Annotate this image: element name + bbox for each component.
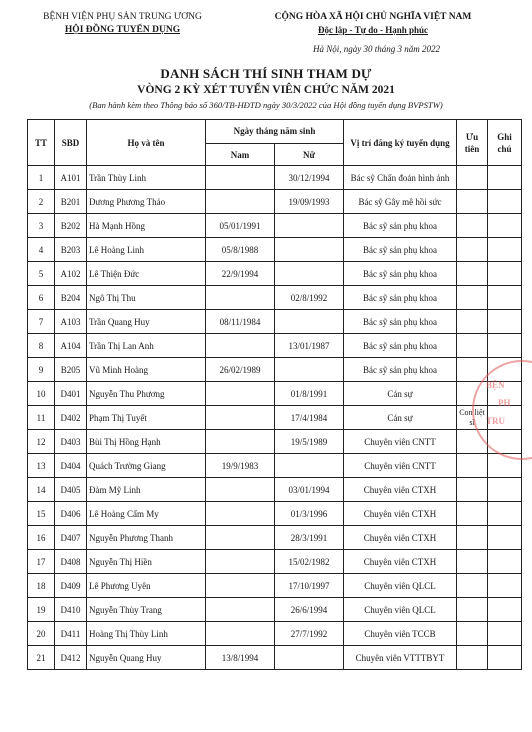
official-stamp: BỆN PH TRU: [472, 360, 532, 460]
cell-name: Lê Thiện Đức: [87, 262, 206, 286]
cell-dob-male: [206, 550, 275, 574]
cell-note: [488, 526, 522, 550]
cell-dob-male: 13/8/1994: [206, 646, 275, 670]
table-row: [28, 574, 522, 598]
cell-position: Bác sỹ sản phụ khoa: [344, 214, 457, 238]
cell-position: Bác sỹ sản phụ khoa: [344, 310, 457, 334]
cell-sbd: D404: [55, 454, 87, 478]
cell-dob-female: 17/10/1997: [275, 574, 344, 598]
cell-position: Bác sỹ Gây mê hồi sức: [344, 190, 457, 214]
cell-tt: 17: [28, 550, 55, 574]
cell-sbd: D409: [55, 574, 87, 598]
cell-tt: 2: [28, 190, 55, 214]
cell-dob-male: [206, 190, 275, 214]
cell-name: Lê Phương Uyên: [87, 574, 206, 598]
table-row: [28, 382, 522, 406]
table-row: [28, 334, 522, 358]
cell-tt: 19: [28, 598, 55, 622]
cell-name: Quách Trường Giang: [87, 454, 206, 478]
page-title: DANH SÁCH THÍ SINH THAM DỰ: [160, 66, 372, 81]
cell-position: Chuyên viên QLCL: [344, 574, 457, 598]
cell-priority: [457, 646, 488, 670]
cell-dob-male: [206, 406, 275, 430]
cell-position: Bác sỹ sản phụ khoa: [344, 358, 457, 382]
cell-dob-female: 28/3/1991: [275, 526, 344, 550]
cell-sbd: D402: [55, 406, 87, 430]
cell-dob-male: [206, 502, 275, 526]
cell-note: [488, 598, 522, 622]
cell-tt: 18: [28, 574, 55, 598]
cell-note: [488, 334, 522, 358]
cell-priority: [457, 334, 488, 358]
page-subtitle: VÒNG 2 KỲ XÉT TUYỂN VIÊN CHỨC NĂM 2021: [137, 84, 395, 96]
cell-sbd: D411: [55, 622, 87, 646]
cell-tt: 12: [28, 430, 55, 454]
cell-name: Dương Phương Thảo: [87, 190, 206, 214]
cell-dob-female: [275, 262, 344, 286]
cell-dob-male: 22/9/1994: [206, 262, 275, 286]
cell-dob-female: 19/09/1993: [275, 190, 344, 214]
cell-sbd: A101: [55, 166, 87, 190]
cell-dob-male: 08/11/1984: [206, 310, 275, 334]
cell-tt: 13: [28, 454, 55, 478]
col-header-name: Họ và tên: [87, 120, 206, 166]
cell-dob-female: [275, 358, 344, 382]
cell-sbd: D407: [55, 526, 87, 550]
cell-note: [488, 502, 522, 526]
cell-tt: 9: [28, 358, 55, 382]
col-header-dob: Ngày tháng năm sinh: [206, 120, 344, 144]
cell-tt: 7: [28, 310, 55, 334]
cell-name: Nguyễn Quang Huy: [87, 646, 206, 670]
cell-sbd: A103: [55, 310, 87, 334]
cell-dob-male: 05/01/1991: [206, 214, 275, 238]
cell-position: Chuyên viên CNTT: [344, 454, 457, 478]
cell-priority: [457, 574, 488, 598]
cell-sbd: D410: [55, 598, 87, 622]
cell-dob-male: [206, 430, 275, 454]
cell-note: [488, 238, 522, 262]
cell-sbd: D408: [55, 550, 87, 574]
cell-note: [488, 646, 522, 670]
cell-dob-female: 15/02/1982: [275, 550, 344, 574]
cell-tt: 8: [28, 334, 55, 358]
cell-tt: 20: [28, 622, 55, 646]
cell-sbd: D406: [55, 502, 87, 526]
cell-tt: 5: [28, 262, 55, 286]
cell-name: Vũ Minh Hoàng: [87, 358, 206, 382]
table-row: [28, 406, 522, 430]
cell-priority: [457, 238, 488, 262]
cell-tt: 14: [28, 478, 55, 502]
cell-position: Chuyên viên CTXH: [344, 526, 457, 550]
cell-position: Bác sỹ sản phụ khoa: [344, 334, 457, 358]
cell-priority: Con liệt sĩ: [457, 406, 488, 430]
table-row: [28, 262, 522, 286]
cell-dob-female: [275, 238, 344, 262]
table-row: [28, 214, 522, 238]
cell-dob-female: 19/5/1989: [275, 430, 344, 454]
cell-position: Bác sỹ sản phụ khoa: [344, 238, 457, 262]
cell-position: Cán sự: [344, 406, 457, 430]
cell-note: [488, 214, 522, 238]
cell-dob-female: 30/12/1994: [275, 166, 344, 190]
cell-priority: [457, 598, 488, 622]
cell-priority: [457, 550, 488, 574]
cell-sbd: B204: [55, 286, 87, 310]
cell-name: Ngô Thị Thu: [87, 286, 206, 310]
cell-note: [488, 262, 522, 286]
cell-sbd: B202: [55, 214, 87, 238]
cell-dob-female: 02/8/1992: [275, 286, 344, 310]
cell-dob-male: [206, 574, 275, 598]
cell-dob-male: 26/02/1989: [206, 358, 275, 382]
country-header: [228, 11, 518, 37]
cell-name: Phạm Thị Tuyết: [87, 406, 206, 430]
cell-name: Nguyễn Thùy Trang: [87, 598, 206, 622]
col-header-priority: Ưu tiên: [457, 120, 488, 166]
cell-dob-female: 13/01/1987: [275, 334, 344, 358]
cell-name: Hoàng Thị Thùy Linh: [87, 622, 206, 646]
cell-dob-male: [206, 166, 275, 190]
cell-tt: 10: [28, 382, 55, 406]
cell-name: Nguyễn Phương Thanh: [87, 526, 206, 550]
cell-dob-male: [206, 526, 275, 550]
table-row: [28, 526, 522, 550]
cell-sbd: D401: [55, 382, 87, 406]
cell-position: Chuyên viên CTXH: [344, 502, 457, 526]
cell-dob-male: [206, 382, 275, 406]
cell-sbd: B205: [55, 358, 87, 382]
cell-dob-male: [206, 286, 275, 310]
cell-position: Chuyên viên CNTT: [344, 430, 457, 454]
country-motto: Độc lập - Tự do - Hạnh phúc: [317, 25, 428, 35]
col-header-male: Nam: [206, 144, 275, 166]
table-row: [28, 550, 522, 574]
cell-tt: 1: [28, 166, 55, 190]
cell-dob-male: [206, 334, 275, 358]
table-row: [28, 622, 522, 646]
cell-dob-female: [275, 454, 344, 478]
candidate-table: [27, 119, 522, 670]
cell-tt: 16: [28, 526, 55, 550]
cell-priority: [457, 166, 488, 190]
page-note: (Ban hành kèm theo Thông báo số 360/TB-HĐTD ngày 30/3/2022 của Hội đồng tuyển dụng BVPSTW): [89, 100, 443, 110]
issue-date: Hà Nội, ngày 30 tháng 3 năm 2022: [313, 44, 440, 54]
cell-dob-male: [206, 598, 275, 622]
cell-priority: [457, 262, 488, 286]
cell-dob-female: [275, 214, 344, 238]
cell-name: Hà Mạnh Hồng: [87, 214, 206, 238]
table-row: [28, 166, 522, 190]
cell-name: Bùi Thị Hồng Hạnh: [87, 430, 206, 454]
cell-priority: [457, 502, 488, 526]
cell-priority: [457, 190, 488, 214]
cell-sbd: B203: [55, 238, 87, 262]
cell-tt: 21: [28, 646, 55, 670]
cell-name: Nguyễn Thu Phương: [87, 382, 206, 406]
cell-dob-male: 19/9/1983: [206, 454, 275, 478]
cell-priority: [457, 454, 488, 478]
cell-dob-female: 27/7/1992: [275, 622, 344, 646]
committee-name: HỘI ĐỒNG TUYỂN DỤNG: [64, 25, 181, 35]
cell-dob-male: 05/8/1988: [206, 238, 275, 262]
org-name: BỆNH VIỆN PHỤ SẢN TRUNG ƯƠNG: [43, 12, 202, 22]
table-row: [28, 190, 522, 214]
cell-name: Trần Quang Huy: [87, 310, 206, 334]
cell-note: [488, 478, 522, 502]
cell-note: [488, 310, 522, 334]
cell-note: [488, 286, 522, 310]
cell-name: Trần Thùy Linh: [87, 166, 206, 190]
cell-name: Trần Thị Lan Anh: [87, 334, 206, 358]
cell-name: Nguyễn Thị Hiền: [87, 550, 206, 574]
cell-priority: [457, 478, 488, 502]
cell-tt: 4: [28, 238, 55, 262]
cell-note: [488, 574, 522, 598]
cell-dob-female: 01/3/1996: [275, 502, 344, 526]
table-row: [28, 598, 522, 622]
cell-sbd: B201: [55, 190, 87, 214]
cell-position: Chuyên viên VTTTBYT: [344, 646, 457, 670]
cell-priority: [457, 310, 488, 334]
table-row: [28, 430, 522, 454]
cell-sbd: D403: [55, 430, 87, 454]
cell-dob-female: 26/6/1994: [275, 598, 344, 622]
col-header-tt: TT: [28, 120, 55, 166]
cell-note: [488, 190, 522, 214]
table-row: [28, 454, 522, 478]
country-name: CỘNG HÒA XÃ HỘI CHỦ NGHĨA VIỆT NAM: [274, 12, 472, 22]
cell-position: Bác sỹ Chẩn đoán hình ảnh: [344, 166, 457, 190]
cell-priority: [457, 214, 488, 238]
cell-tt: 3: [28, 214, 55, 238]
cell-dob-male: [206, 478, 275, 502]
table-row: [28, 646, 522, 670]
cell-priority: [457, 286, 488, 310]
table-row: [28, 238, 522, 262]
cell-tt: 6: [28, 286, 55, 310]
cell-name: Lê Hoàng Linh: [87, 238, 206, 262]
table-row: [28, 358, 522, 382]
cell-name: Đàm Mỹ Linh: [87, 478, 206, 502]
col-header-position: Vị trí đăng ký tuyển dụng: [344, 120, 457, 166]
cell-sbd: D405: [55, 478, 87, 502]
cell-sbd: D412: [55, 646, 87, 670]
cell-dob-female: 17/4/1984: [275, 406, 344, 430]
cell-dob-female: [275, 310, 344, 334]
cell-dob-female: 01/8/1991: [275, 382, 344, 406]
col-header-sbd: SBD: [55, 120, 87, 166]
col-header-note: Ghi chú: [488, 120, 522, 166]
cell-position: Chuyên viên CTXH: [344, 478, 457, 502]
cell-dob-female: 03/01/1994: [275, 478, 344, 502]
cell-position: Chuyên viên CTXH: [344, 550, 457, 574]
cell-tt: 11: [28, 406, 55, 430]
cell-note: [488, 166, 522, 190]
col-header-female: Nữ: [275, 144, 344, 166]
cell-position: Bác sỹ sản phụ khoa: [344, 286, 457, 310]
cell-tt: 15: [28, 502, 55, 526]
cell-position: Cán sự: [344, 382, 457, 406]
table-row: [28, 310, 522, 334]
cell-position: Chuyên viên TCCB: [344, 622, 457, 646]
cell-note: [488, 550, 522, 574]
table-row: [28, 502, 522, 526]
cell-name: Lê Hoàng Cẩm My: [87, 502, 206, 526]
table-row: [28, 286, 522, 310]
cell-position: Bác sỹ sản phụ khoa: [344, 262, 457, 286]
cell-sbd: A104: [55, 334, 87, 358]
cell-dob-female: [275, 646, 344, 670]
cell-position: Chuyên viên QLCL: [344, 598, 457, 622]
cell-priority: [457, 526, 488, 550]
cell-dob-male: [206, 622, 275, 646]
org-header: [20, 11, 225, 37]
cell-priority: [457, 622, 488, 646]
table-row: [28, 478, 522, 502]
cell-sbd: A102: [55, 262, 87, 286]
cell-note: [488, 622, 522, 646]
